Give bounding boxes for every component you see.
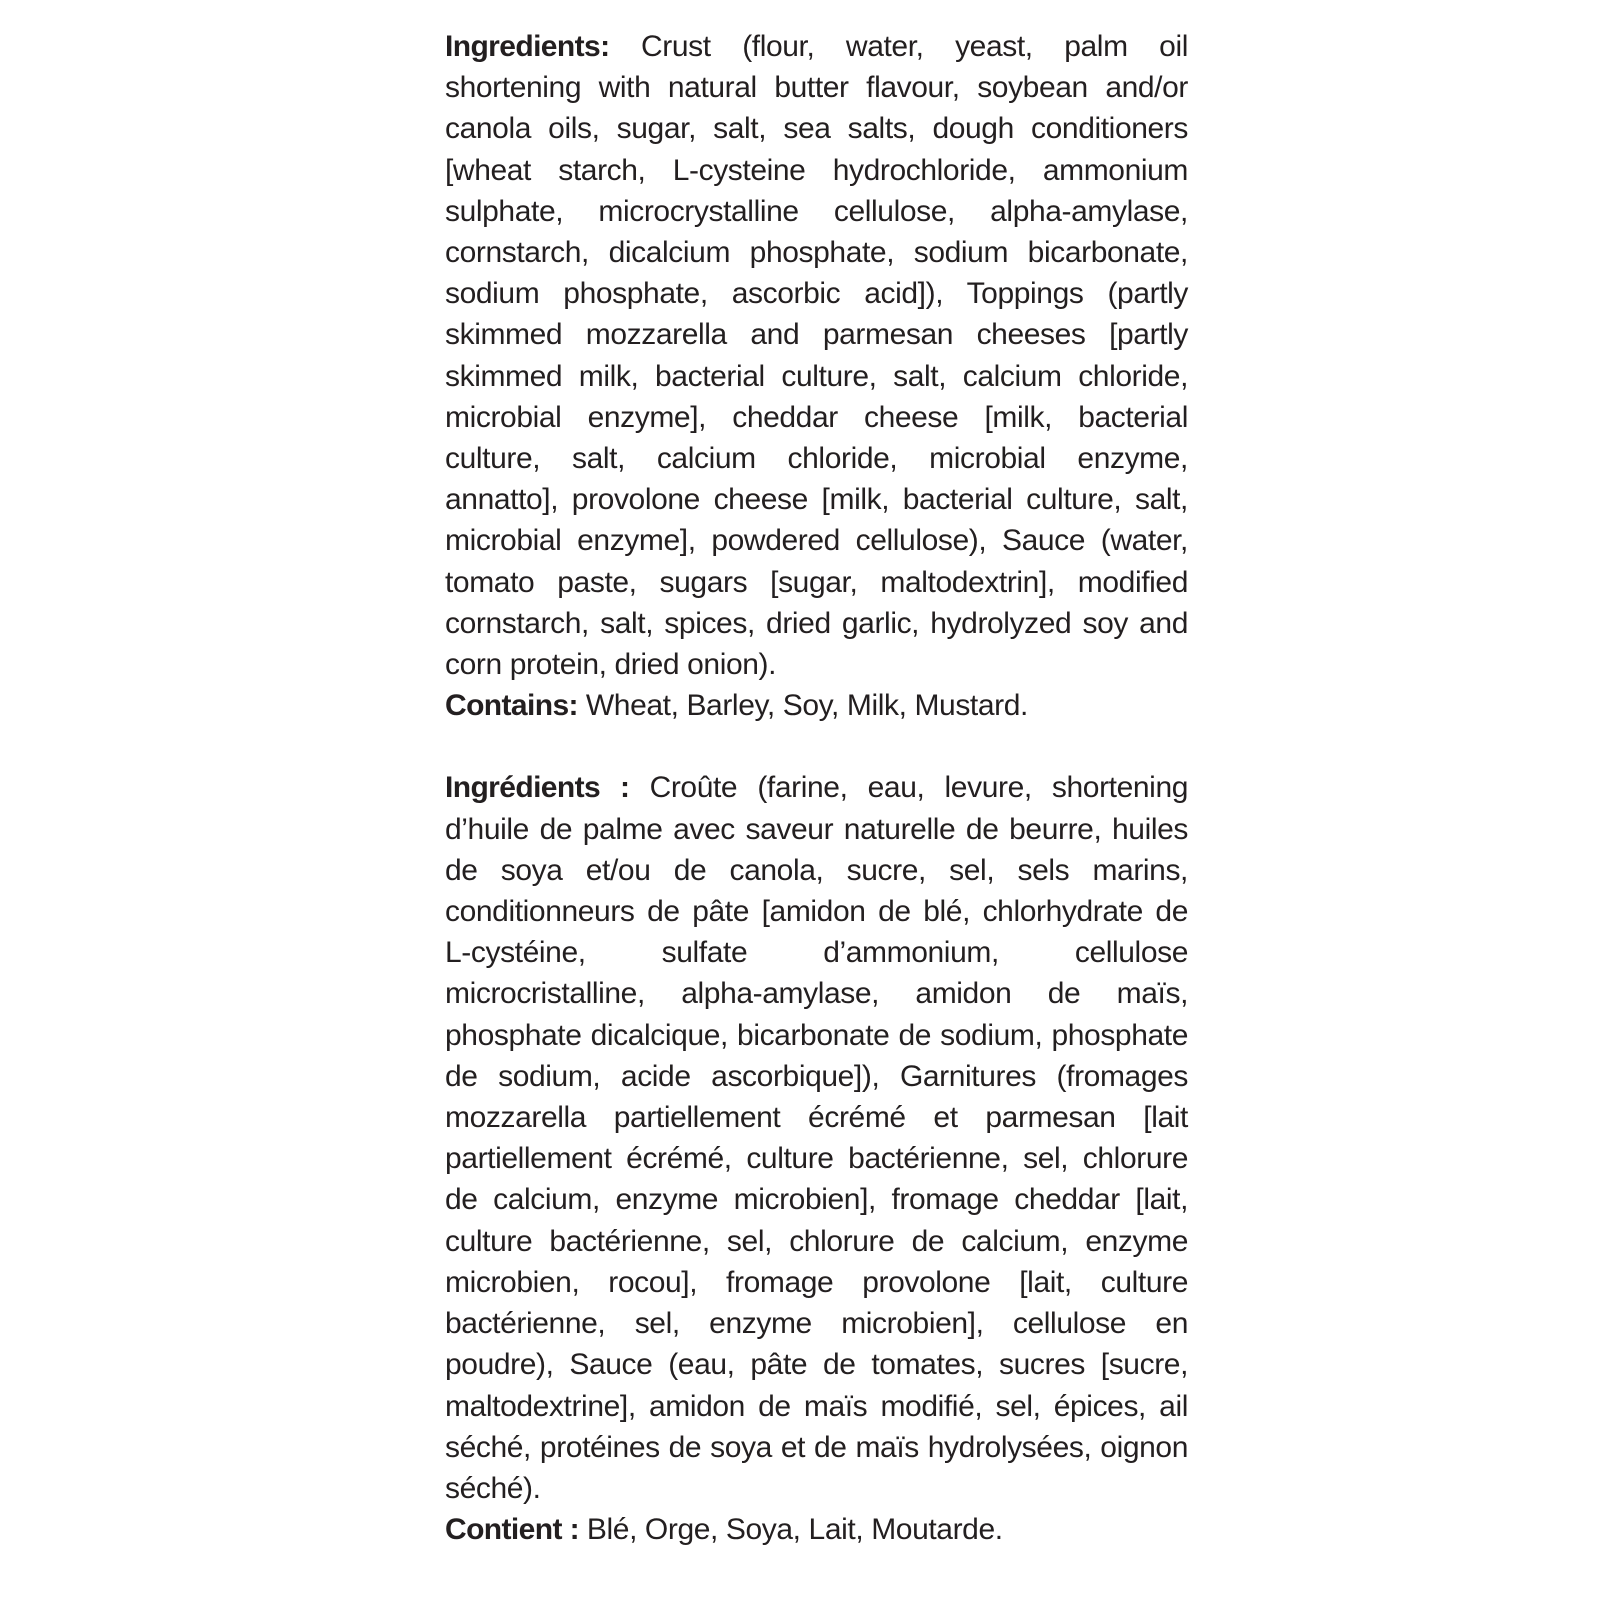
french-contains-text: Blé, Orge, Soya, Lait, Moutarde.: [586, 1513, 1003, 1547]
french-contains-label: Contient :: [445, 1513, 579, 1547]
french-contains: [445, 1509, 1188, 1550]
french-ingredients-label: Ingrédients :: [445, 771, 630, 805]
english-contains: [445, 685, 1188, 726]
ingredients-panel: [445, 26, 1188, 1550]
english-contains-text: Wheat, Barley, Soy, Milk, Mustard.: [585, 689, 1028, 723]
english-contains-label: Contains:: [445, 689, 578, 723]
french-ingredients-text: Croûte (farine, eau, levure, shortening d’huile de palme avec saveur naturelle de beurre, huiles de soya et/ou de canola, sucre, sel, sels marins, conditionneurs de pâte [amidon de blé, chlorhydrate de L-cystéine, sulfate d’ammonium, cellulose microcristalline, alpha-amylase, amidon de maïs, phosphate dicalcique, bicarbonate de sodium, phosphate de sodium, acide ascorbique]), Garnitures (fromages mozzarella partiellement écrémé et parmesan [lait partiellement écrémé, culture bactérienne, sel, chlorure de calcium, enzyme microbien], fromage cheddar [lait, culture bactérienne, sel, chlorure de calcium, enzyme microbien, rocou], fromage provolone [lait, culture bactérienne, sel, enzyme microbien], cellulose en poudre), Sauce (eau, pâte de tomates, sucres [sucre, maltodextrine], amidon de maïs modifié, sel, épices, ail séché, protéines de soya et de maïs hydrolysées, oignon séché).: [445, 771, 1189, 1505]
french-ingredients: [445, 767, 1188, 1509]
english-ingredients-label: Ingredients:: [445, 30, 610, 63]
english-ingredients: [445, 26, 1188, 685]
section-spacer: [445, 726, 1188, 767]
english-ingredients-text: Crust (flour, water, yeast, palm oil shortening with natural butter flavour, soybean and/or canola oils, sugar, salt, sea salts, dough conditioners [wheat starch, L-cysteine hydrochloride, ammonium sulphate, microcrystalline cellulose, alpha-amylase, cornstarch, dicalcium phosphate, sodium bicarbonate, sodium phosphate, ascorbic acid]), Toppings (partly skimmed mozzarella and parmesan cheeses [partly skimmed milk, bacterial culture, salt, calcium chloride, microbial enzyme], cheddar cheese [milk, bacterial culture, salt, calcium chloride, microbial enzyme, annatto], provolone cheese [milk, bacterial culture, salt, microbial enzyme], powdered cellulose), Sauce (water, tomato paste, sugars [sugar, maltodextrin], modified cornstarch, salt, spices, dried garlic, hydrolyzed soy and corn protein, dried onion).: [445, 30, 1188, 682]
